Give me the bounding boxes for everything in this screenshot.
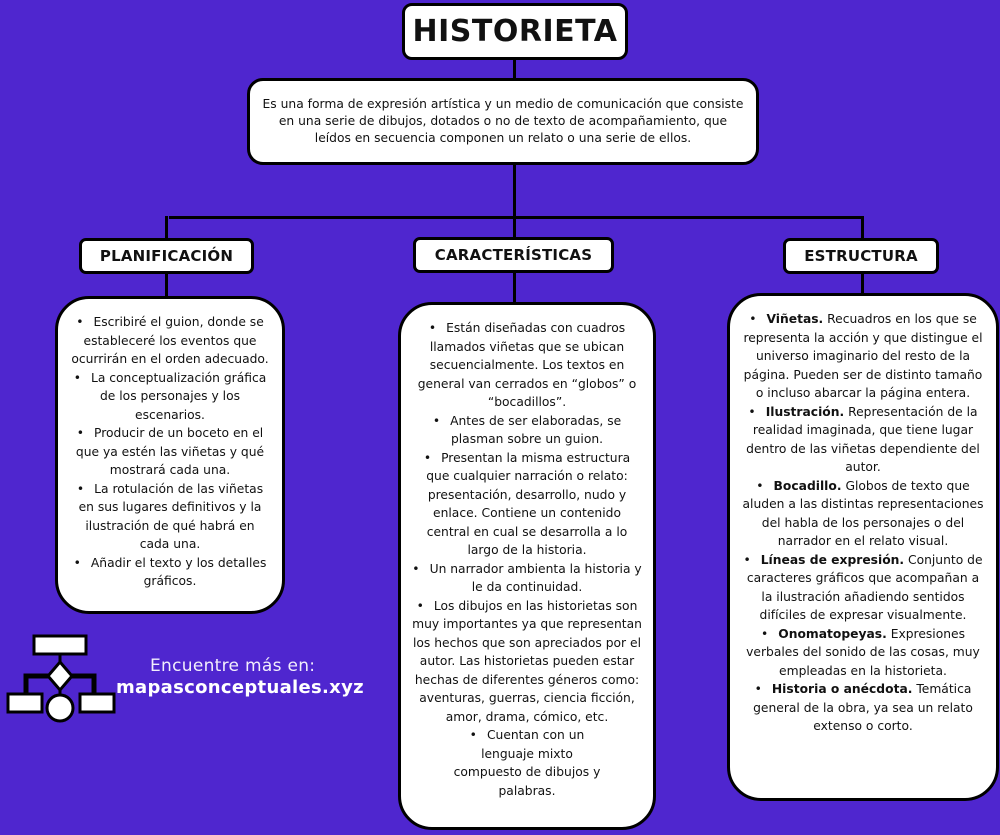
list-item: • Historia o anécdota. Temática general de la obra, ya sea un relato extenso o corto. (753, 682, 973, 733)
bullet-icon: • (748, 404, 756, 419)
list-item: • Bocadillo. Globos de texto que aluden a las distintas representaciones del habla de los personajes o del narrador en el relato visual. (742, 478, 984, 548)
list-item: • Presentan la misma estructura que cualquier narración o relato: presentación, desarrollo, nudo y enlace. Contiene un contenido central en cual se desarrolla a lo largo de la historia. (423, 450, 631, 557)
list-item: • Están diseñadas con cuadros llamados viñetas que se ubican secuencialmente. Los textos en general van cerrados en “globos” o “bocadillos”. (417, 321, 637, 409)
list-item: • Cuentan con un lenguaje mixto compuesto de dibujos y palabras. (453, 728, 601, 798)
list-item: • Ilustración. Representación de la realidad imaginada, que tiene lugar dentro de las viñetas dependiente del autor. (746, 404, 980, 474)
list-item: • Escribiré el guion, donde se estableceré los eventos que ocurrirán en el orden adecuado. (71, 315, 269, 366)
bullet-icon: • (73, 555, 81, 570)
bullet-icon: • (432, 413, 441, 428)
connector-to-planificacion (165, 216, 168, 240)
bullet-icon: • (749, 312, 757, 326)
heading-label: CARACTERÍSTICAS (434, 246, 593, 264)
content-caracteristicas (398, 302, 656, 830)
list-item: • Producir de un boceto en el que ya estén las viñetas y qué mostrará cada una. (75, 426, 265, 477)
bullet-icon: • (412, 561, 420, 576)
heading-caracteristicas (413, 237, 614, 273)
bullet-icon: • (423, 450, 432, 465)
connector-horizontal-bar (169, 216, 864, 219)
list-item: • La rotulación de las viñetas en sus lugares definitivos y la ilustración de qué habrá en cada una. (76, 481, 264, 551)
heading-label: PLANIFICACIÓN (99, 247, 234, 265)
promo-website-link[interactable]: mapasconceptuales.xyz (116, 677, 364, 698)
title-text: HISTORIETA (412, 14, 618, 49)
list-item: • Viñetas. Recuadros en los que se representa la acción y que distingue el universo imaginario del resto de la página. Pueden ser de distinto tamaño o incluso abarcar la página entera. (743, 312, 983, 400)
bullet-icon: • (754, 682, 762, 696)
heading-label: ESTRUCTURA (804, 247, 918, 265)
connector-planificacion-content (165, 273, 168, 298)
bullet-icon: • (76, 426, 85, 440)
list-item: • Líneas de expresión. Conjunto de caracteres gráficos que acompañan a la ilustración añadiendo sentidos difíciles de expresar visualmente. (743, 552, 983, 622)
heading-estructura (783, 238, 939, 274)
title-node (402, 3, 628, 60)
bullet-icon: • (428, 321, 437, 335)
content-estructura (727, 293, 999, 801)
list-item: • Antes de ser elaboradas, se plasman sobre un guion. (432, 413, 622, 446)
list-item: • Un narrador ambienta la historia y le da continuidad. (412, 561, 642, 594)
bullet-icon: • (743, 552, 751, 567)
bullet-icon: • (76, 315, 84, 329)
content-planificacion (55, 296, 285, 614)
bullet-icon: • (760, 626, 769, 641)
promo-banner (0, 630, 390, 720)
bullet-icon: • (416, 598, 424, 613)
bullet-icon: • (469, 728, 477, 742)
heading-planificacion (79, 238, 254, 274)
definition-text: Es una forma de expresión artística y un medio de comunicación que consiste en una serie de dibujos, dotados o no de texto de acompañamiento, que leídos en secuencia componen un relato o una serie de ellos. (262, 97, 744, 145)
list-item: • Onomatopeyas. Expresiones verbales del sonido de las cosas, muy empleadas en la historieta. (746, 626, 980, 678)
bullet-icon: • (73, 370, 81, 385)
connector-to-estructura (861, 216, 864, 240)
promo-caption: Encuentre más en: (150, 656, 316, 676)
list-item: • Los dibujos en las historietas son muy importantes ya que representan los hechos que son apreciados por el autor. Las historietas pueden estar hechas de diferentes géneros como: aventuras, guerras, ciencia ficción, amor, drama, cómico, etc. (412, 598, 642, 724)
flowchart-icon (6, 634, 121, 724)
definition-node (247, 78, 759, 165)
connector-title-definition (513, 60, 516, 80)
connector-caracteristicas-content (513, 272, 516, 302)
connector-definition-trunk (513, 163, 516, 241)
list-item: • La conceptualización gráfica de los personajes y los escenarios. (73, 370, 267, 422)
list-item: • Añadir el texto y los detalles gráficos. (73, 555, 267, 588)
bullet-icon: • (76, 481, 85, 496)
bullet-icon: • (756, 478, 764, 493)
